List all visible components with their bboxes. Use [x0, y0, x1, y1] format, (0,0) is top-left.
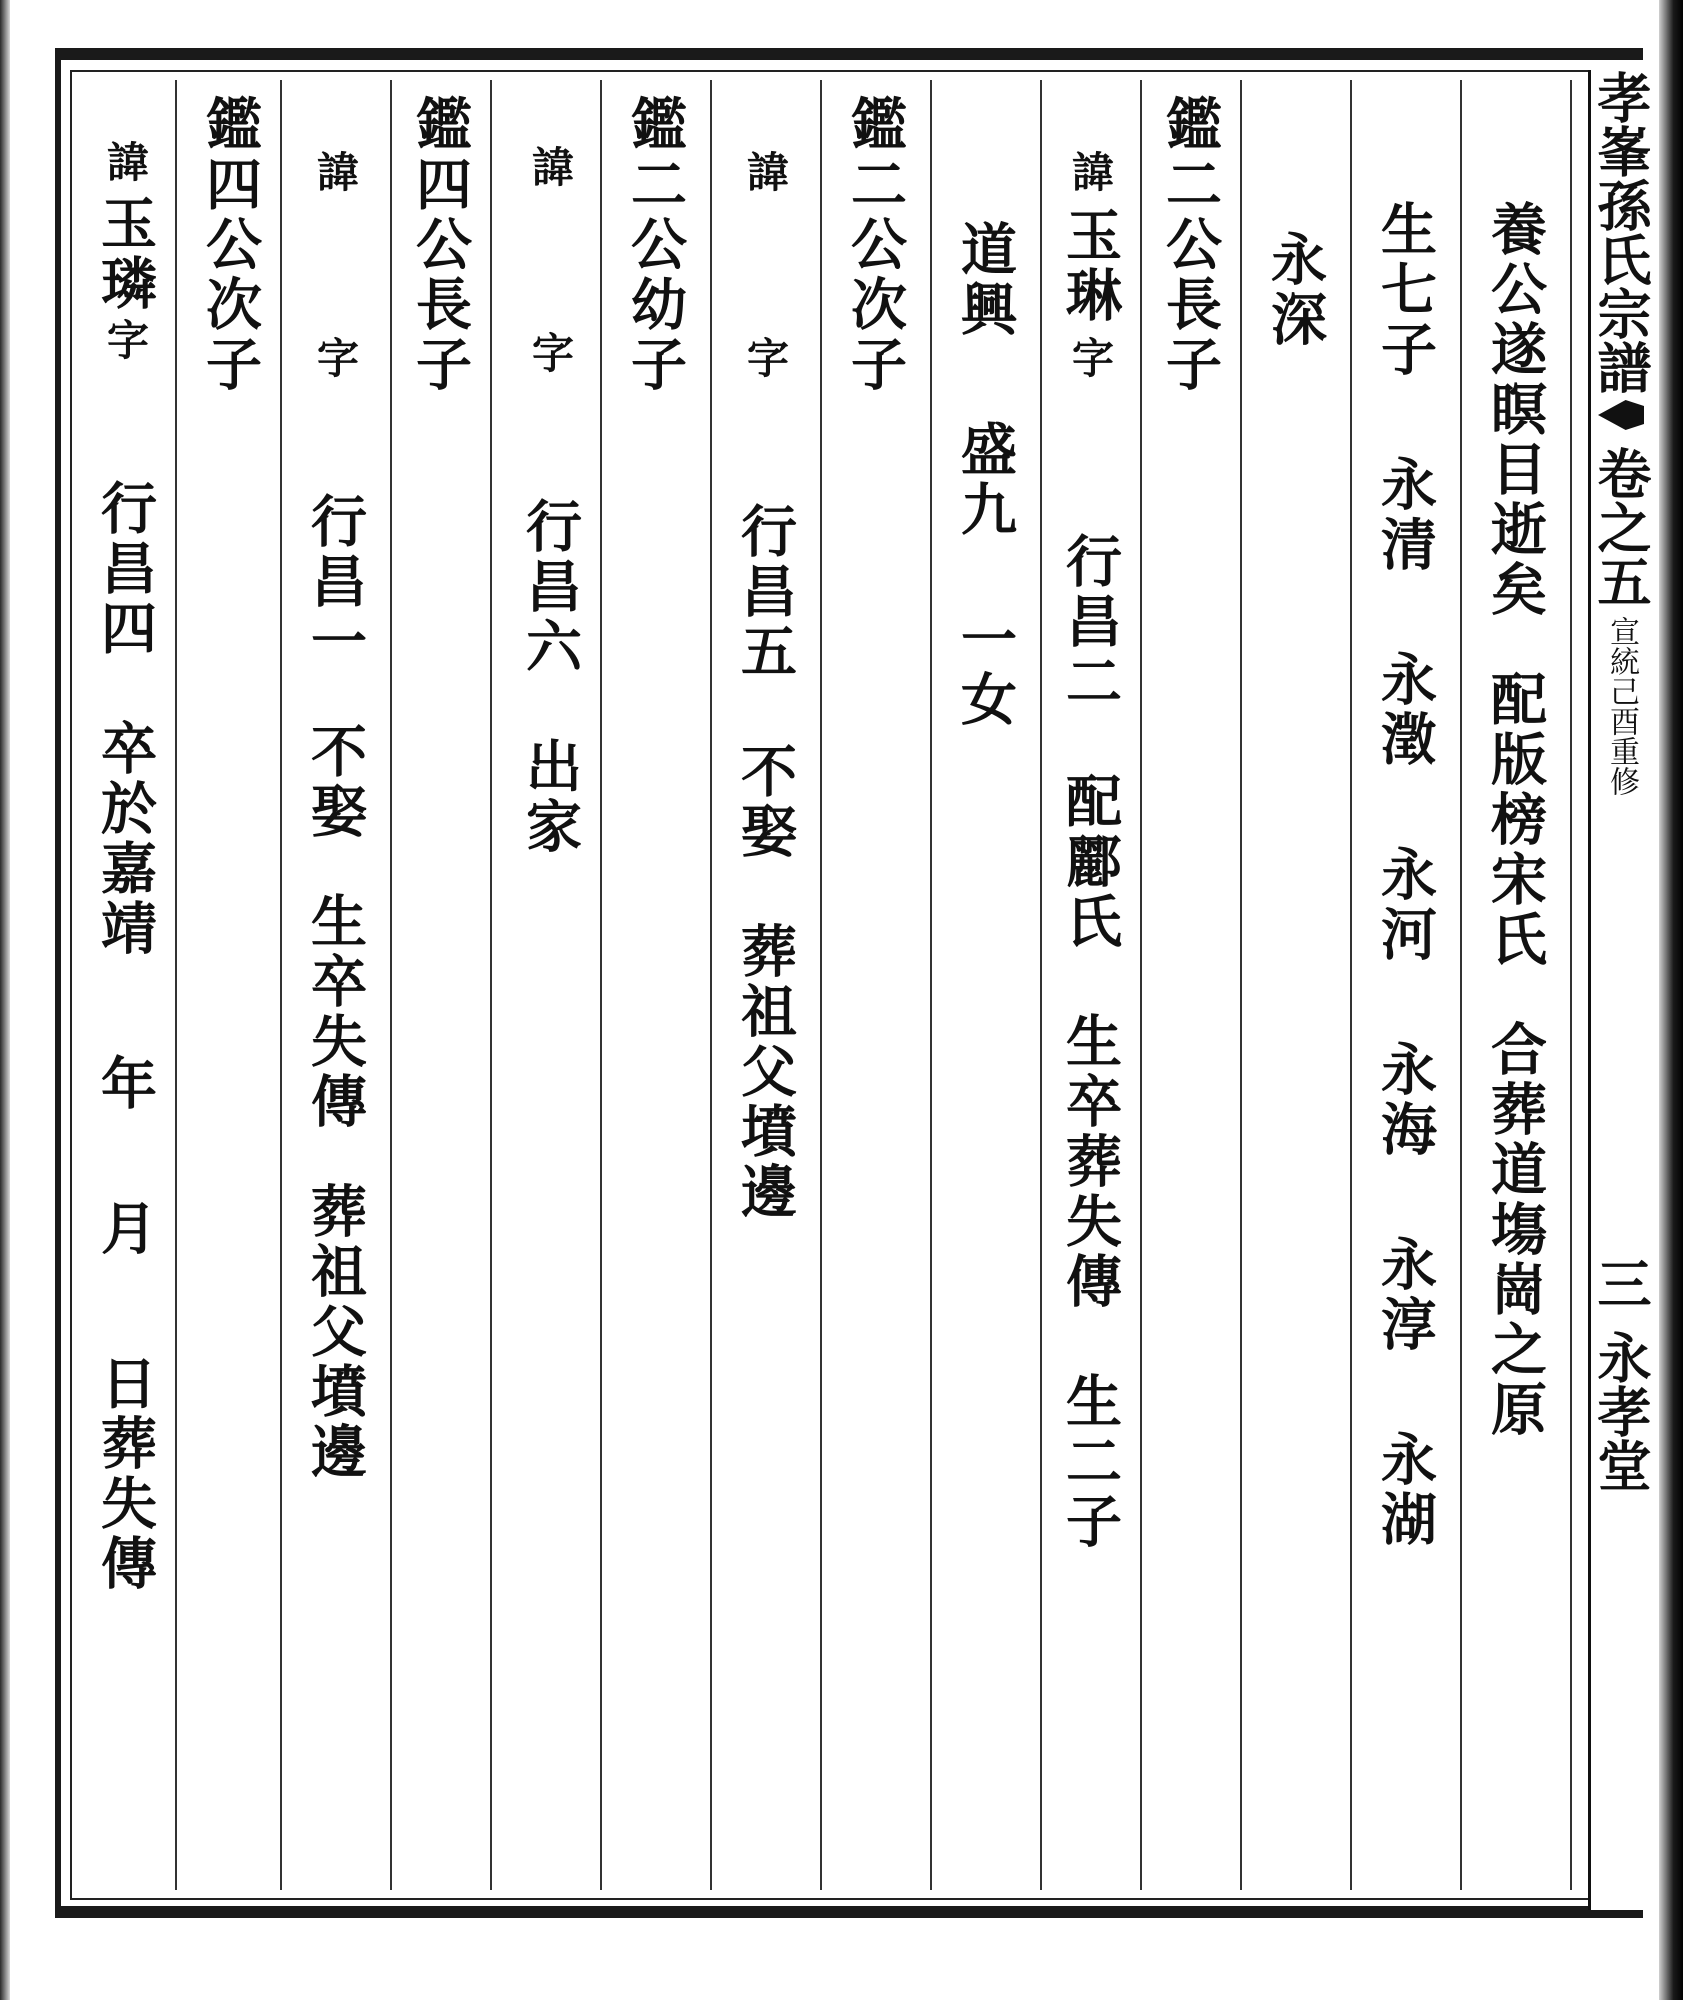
column-text: 卒於嘉靖	[92, 719, 158, 959]
column-text: 一女	[952, 610, 1018, 730]
column-text: 諱	[101, 140, 150, 186]
column-text: 鑑四公次子	[197, 95, 263, 395]
column-text: 諱	[741, 150, 790, 196]
column-text: 生卒失傳	[302, 892, 368, 1132]
column-text: 道興	[952, 220, 1018, 340]
column-text: 字	[101, 318, 150, 364]
column-text: 行昌四	[92, 479, 158, 659]
column-rule	[490, 80, 492, 1890]
text-column-4	[1150, 95, 1230, 395]
column-text: 永澂	[1372, 650, 1438, 770]
text-column-7	[835, 95, 915, 395]
text-column-8	[725, 150, 805, 1222]
column-rule	[710, 80, 712, 1890]
column-text: 字	[526, 331, 575, 377]
column-rule	[1570, 80, 1572, 1890]
column-text: 諱	[311, 150, 360, 196]
column-text: 養公遂瞑目逝矣	[1482, 200, 1548, 620]
text-column-12	[295, 150, 375, 1482]
column-text: 永河	[1372, 845, 1438, 965]
column-text: 鑑四公長子	[407, 95, 473, 395]
column-text: 不娶	[732, 742, 798, 862]
text-column-6	[945, 220, 1025, 730]
column-text: 永湖	[1372, 1430, 1438, 1550]
column-text: 永清	[1372, 455, 1438, 575]
column-text: 玉璘	[92, 194, 158, 314]
column-text: 行昌五	[732, 502, 798, 682]
column-text: 諱	[526, 145, 575, 191]
column-text: 配	[1482, 670, 1548, 730]
margin-title-strip	[1588, 70, 1651, 1910]
column-rule	[1240, 80, 1242, 1890]
column-text: 葬祖父墳邊	[302, 1182, 368, 1482]
column-rule	[1140, 80, 1142, 1890]
text-column-2	[1365, 200, 1445, 1550]
edition-label: 宣統己酉重修	[1604, 616, 1639, 796]
column-text: 版榜宋氏	[1482, 730, 1548, 970]
column-text: 生卒葬失傳	[1057, 1012, 1123, 1312]
column-text: 日葬失傳	[92, 1354, 158, 1594]
column-rule	[1350, 80, 1352, 1890]
column-text: 鑑二公次子	[842, 95, 908, 395]
column-text: 永海	[1372, 1040, 1438, 1160]
column-rule	[600, 80, 602, 1890]
column-text: 字	[741, 336, 790, 382]
column-text: 月	[92, 1199, 158, 1259]
column-text: 鑑二公幼子	[622, 95, 688, 395]
text-column-13	[190, 95, 270, 395]
column-rule	[930, 80, 932, 1890]
column-rule	[390, 80, 392, 1890]
text-column-9	[615, 95, 695, 395]
column-text: 字	[1066, 336, 1115, 382]
column-text: 年	[92, 1054, 158, 1114]
column-text: 生二子	[1057, 1372, 1123, 1552]
column-text: 鑑二公長子	[1157, 95, 1223, 395]
column-rule	[1460, 80, 1462, 1890]
column-text: 配酈氏	[1057, 772, 1123, 952]
text-column-3	[1255, 230, 1335, 350]
text-column-11	[400, 95, 480, 395]
column-text: 行昌一	[302, 492, 368, 672]
text-column-10	[510, 145, 590, 857]
column-text: 合葬道塲崗之原	[1482, 1020, 1548, 1440]
column-text: 行昌六	[517, 497, 583, 677]
column-text: 盛九	[952, 420, 1018, 540]
text-column-5	[1050, 150, 1130, 1552]
genealogy-title: 孝峯孫氏宗譜	[1589, 70, 1653, 394]
text-column-1	[1475, 200, 1555, 1440]
column-text: 玉琳	[1057, 206, 1123, 326]
column-rule	[280, 80, 282, 1890]
column-rule	[175, 80, 177, 1890]
scan-edge-left	[0, 0, 10, 2000]
column-text: 字	[311, 336, 360, 382]
column-text: 葬祖父墳邊	[732, 922, 798, 1222]
column-rule	[820, 80, 822, 1890]
column-text: 出家	[517, 737, 583, 857]
page-number: 三	[1589, 1256, 1653, 1310]
column-text: 永淳	[1372, 1235, 1438, 1355]
column-text: 行昌二	[1057, 532, 1123, 712]
volume-label: 卷之五	[1589, 446, 1653, 608]
scan-edge-right	[1659, 0, 1683, 2000]
fish-tail-mark	[1598, 400, 1644, 430]
column-rule	[1040, 80, 1042, 1890]
column-text: 諱	[1066, 150, 1115, 196]
hall-name: 永孝堂	[1589, 1330, 1653, 1492]
column-text: 永深	[1262, 230, 1328, 350]
column-text: 生七子	[1372, 200, 1438, 380]
text-column-14	[85, 140, 165, 1594]
column-text: 不娶	[302, 722, 368, 842]
